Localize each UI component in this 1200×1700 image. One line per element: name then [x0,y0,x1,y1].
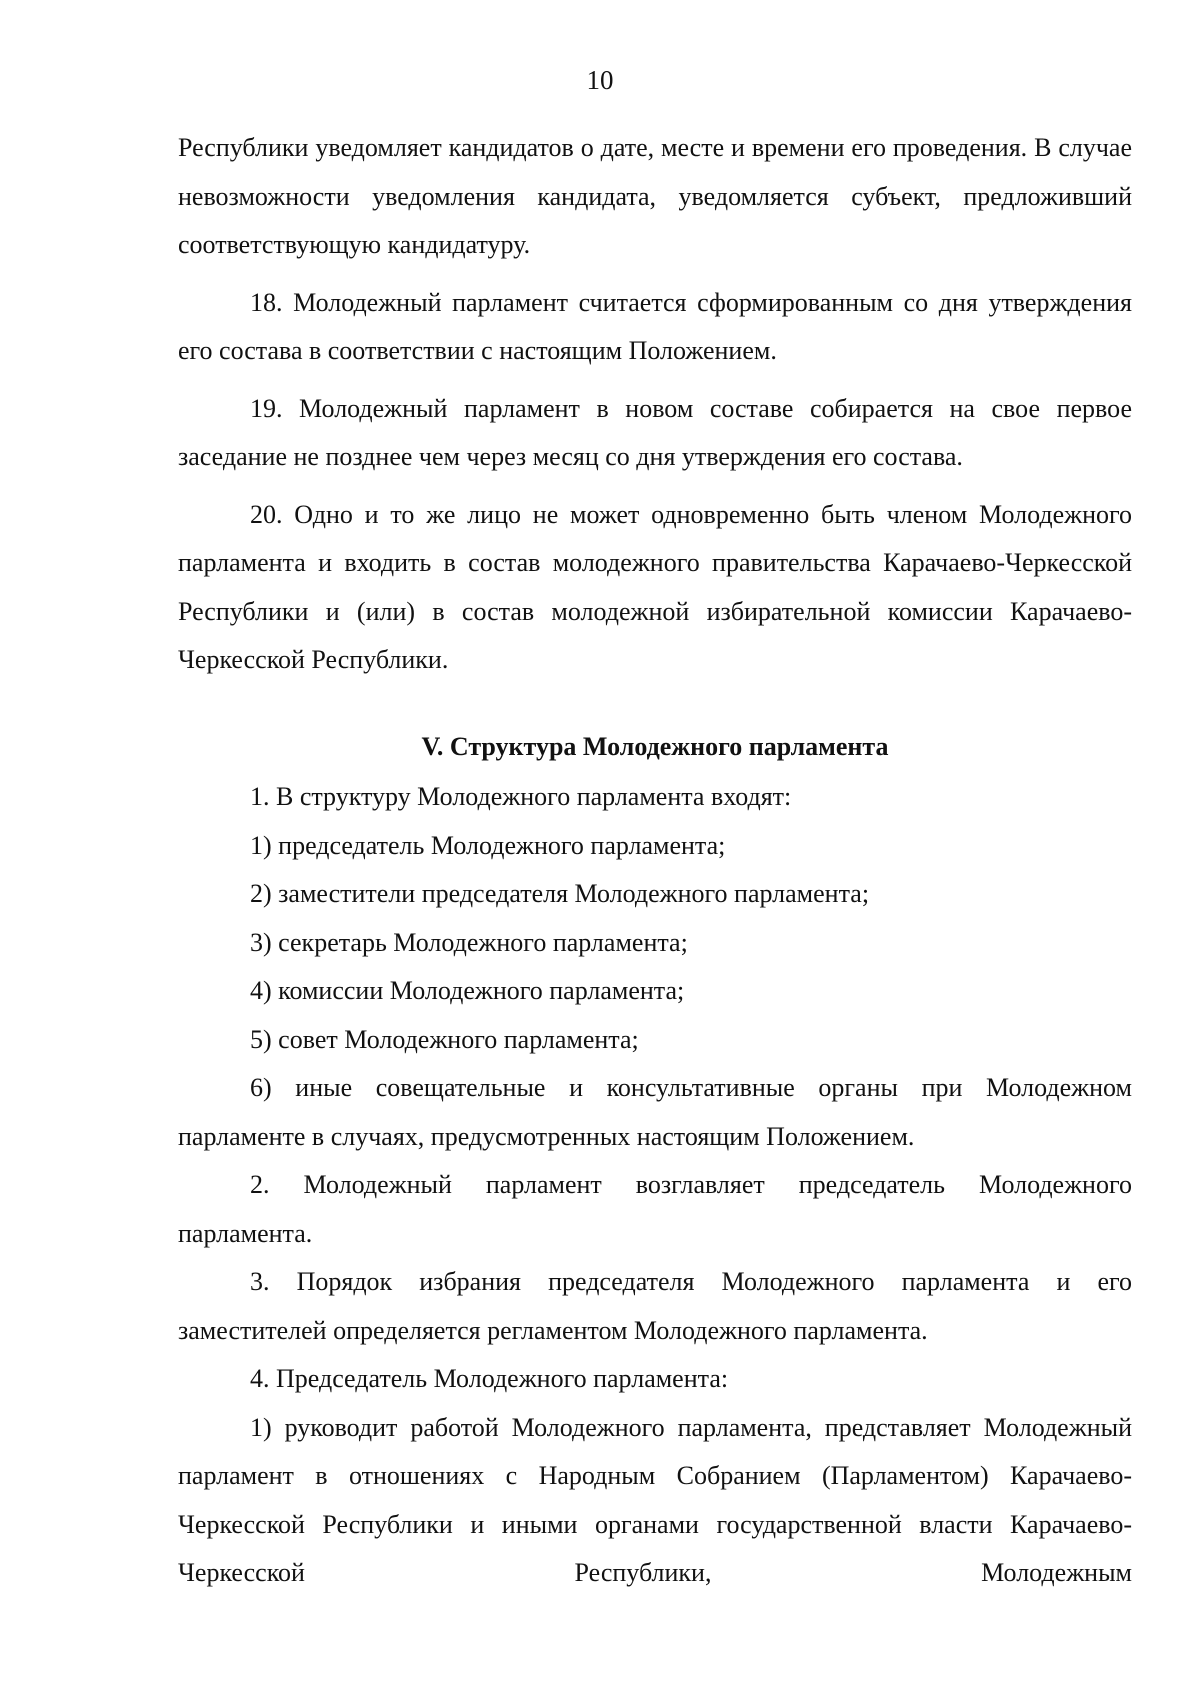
paragraph-18: 18. Молодежный парламент считается сформированным со дня утверждения его состава в соответствии с настоящим Положением. [178,287,1132,365]
list-item: 2) заместители председателя Молодежного парламента; [250,879,870,908]
list-item: 4) комиссии Молодежного парламента; [250,976,685,1005]
document-body [178,124,1132,1598]
list-item: 1) председатель Молодежного парламента; [250,830,726,860]
paragraph-s3: 3. Порядок избрания председателя Молодежного парламента и его заместителей определяется регламентом Молодежного парламента. [178,1267,1132,1345]
list-item: 5) совет Молодежного парламента; [250,1024,639,1054]
paragraph-19: 19. Молодежный парламент в новом составе собирается на свое первое заседание не позднее чем через месяц со дня утверждения его состава. [178,393,1132,471]
paragraph-20: 20. Одно и то же лицо не может одновременно быть членом Молодежного парламента и входить в состав молодежного правительства Карачаево-Черкесской Республики и (или) в состав молодежной избирательной комиссии Карачаево-Черкесской Республики. [178,499,1132,674]
paragraph-s4: 4. Председатель Молодежного парламента: [250,1364,729,1393]
paragraph-s1: 1. В структуру Молодежного парламента входят: [250,782,792,811]
list-item: 3) секретарь Молодежного парламента; [250,927,688,957]
list-item-6: 6) иные совещательные и консультативные органы при Молодежном парламенте в случаях, предусмотренных настоящим Положением. [178,1073,1132,1151]
section-heading: V. Структура Молодежного парламента [421,731,889,761]
paragraph-s2: 2. Молодежный парламент возглавляет председатель Молодежного парламента. [178,1170,1132,1248]
paragraph-s4-item1: 1) руководит работой Молодежного парламента, представляет Молодежный парламент в отношениях с Народным Собранием (Парламентом) Карачаево-Черкесской Республики и иными органами государственной власти Карачаево-Черкесской Республики, Молодежным [178,1412,1132,1587]
paragraph-continuation: Республики уведомляет кандидатов о дате, месте и времени его проведения. В случае невозможности уведомления кандидата, уведомляется субъект, предложивший соответствующую кандидатуру. [178,133,1132,259]
page-number: 10 [586,65,614,95]
